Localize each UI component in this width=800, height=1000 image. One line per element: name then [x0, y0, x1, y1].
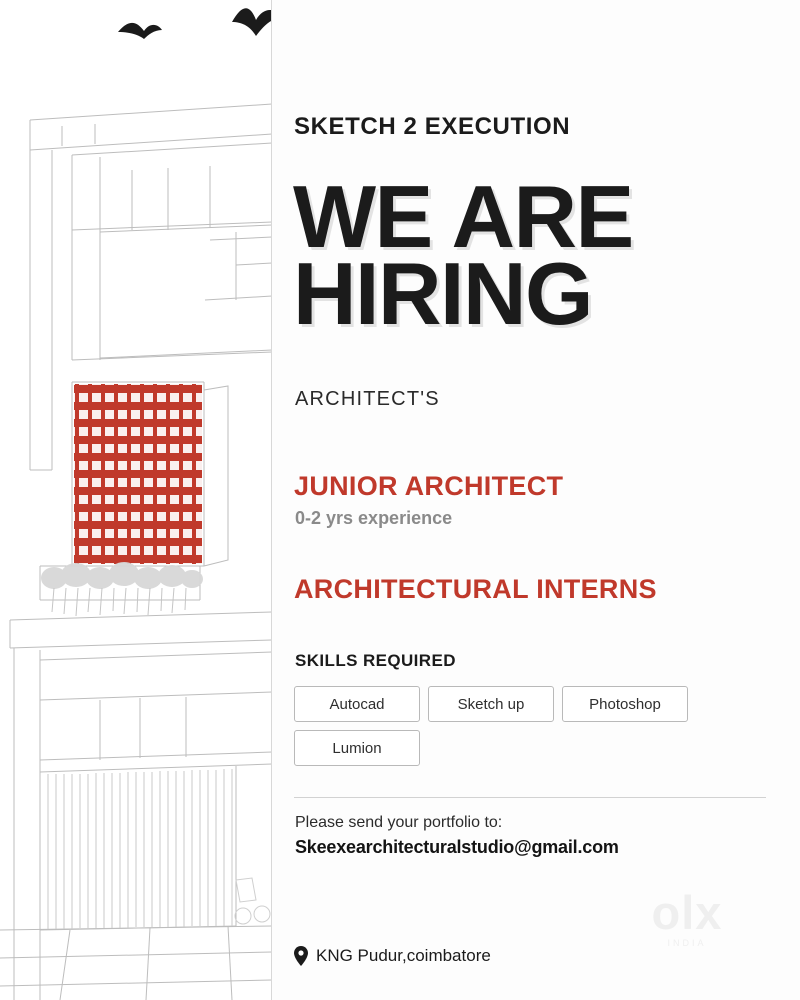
role-architectural-interns-title: ARCHITECTURAL INTERNS	[294, 574, 657, 604]
architectural-line-drawing	[0, 0, 272, 1000]
skill-chip-sketchup: Sketch up	[428, 686, 554, 722]
studio-brand: SKETCH 2 EXECUTION	[294, 113, 571, 140]
headline-line-2: HIRING	[293, 244, 592, 344]
watermark-text: olx	[651, 886, 723, 939]
section-divider	[294, 797, 766, 798]
watermark-subtext: INDIA	[667, 938, 707, 948]
brick-wall-accent	[74, 384, 202, 564]
skill-chip-lumion: Lumion	[294, 730, 420, 766]
location-text: KNG Pudur,coimbatore	[316, 946, 491, 965]
skills-list	[294, 686, 766, 766]
poster-content	[294, 0, 774, 1000]
skill-chip-photoshop: Photoshop	[562, 686, 688, 722]
skill-chip-autocad: Autocad	[294, 686, 420, 722]
role-junior-architect-title: JUNIOR ARCHITECT	[294, 471, 564, 501]
vertical-divider	[271, 0, 272, 1000]
role-junior-architect-detail: 0-2 yrs experience	[295, 508, 453, 528]
headline-line-1: WE ARE	[293, 167, 633, 266]
portfolio-instruction: Please send your portfolio to:	[295, 814, 503, 831]
skills-required-heading: SKILLS REQUIRED	[295, 651, 456, 670]
location	[294, 946, 491, 966]
building-illustration	[0, 0, 272, 1000]
location-pin-icon	[294, 946, 308, 966]
headline	[293, 167, 773, 344]
portfolio-email[interactable]: Skeexearchitecturalstudio@gmail.com	[295, 837, 619, 857]
headline-subtitle: ARCHITECT'S	[295, 388, 440, 410]
birds-icon	[100, 0, 272, 70]
